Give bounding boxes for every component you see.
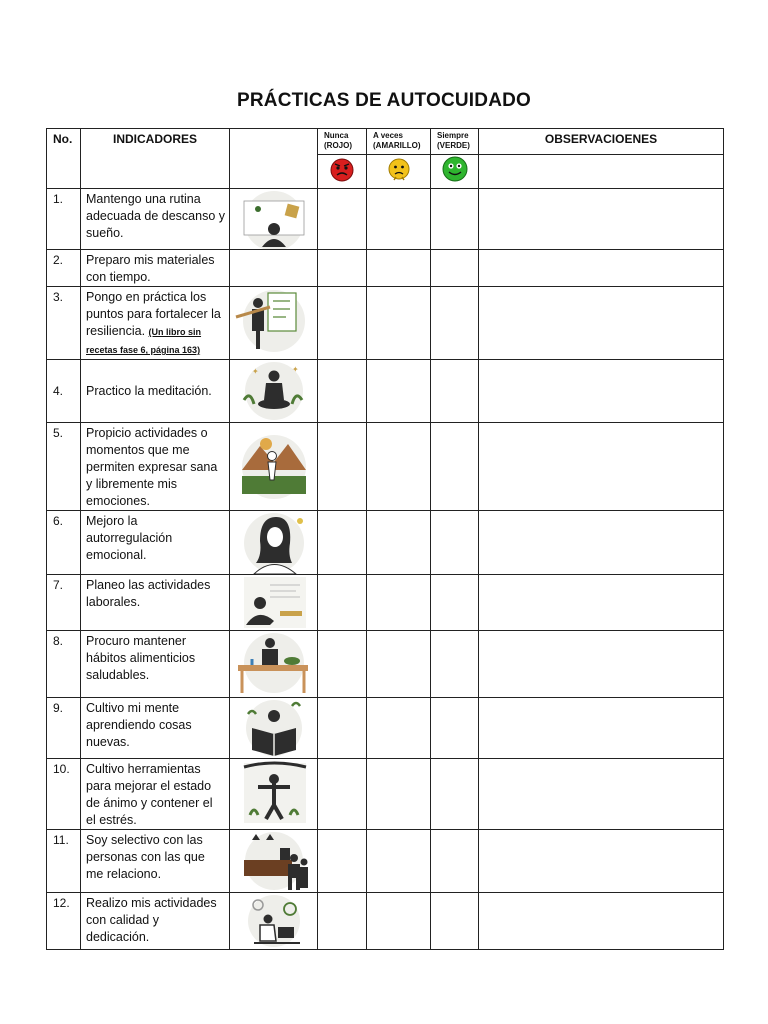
illustration-cell xyxy=(230,360,318,423)
illustration-cell xyxy=(230,631,318,698)
row-number: 4. xyxy=(47,360,81,423)
happy-face-icon xyxy=(441,155,469,183)
indicator-text: Procuro mantener hábitos alimenticios saludables. xyxy=(81,631,230,698)
page-title: PRÁCTICAS DE AUTOCUIDADO xyxy=(236,90,532,111)
row-number: 10. xyxy=(47,759,81,830)
nunca-cell[interactable] xyxy=(318,189,367,250)
illustration-cell xyxy=(230,423,318,511)
indicator-text: Planeo las actividades laborales. xyxy=(81,575,230,631)
nunca-cell[interactable] xyxy=(318,698,367,759)
table-row xyxy=(47,189,724,250)
nunca-cell[interactable] xyxy=(318,830,367,893)
observaciones-cell[interactable] xyxy=(479,830,724,893)
illustration-cell xyxy=(230,250,318,287)
observaciones-cell[interactable] xyxy=(479,759,724,830)
siempre-cell[interactable] xyxy=(431,631,479,698)
indicator-text: Cultivo herramientas para mejorar el estado de ánimo y contener el el estrés. xyxy=(81,759,230,830)
aveces-cell[interactable] xyxy=(367,287,431,360)
aveces-cell[interactable] xyxy=(367,698,431,759)
working-laptop-icon xyxy=(230,893,316,949)
observaciones-cell[interactable] xyxy=(479,423,724,511)
observaciones-cell[interactable] xyxy=(479,893,724,950)
header-nunca-color: (ROJO) xyxy=(324,141,352,150)
aveces-cell[interactable] xyxy=(367,830,431,893)
header-indicadores: INDICADORES xyxy=(81,129,230,189)
joyful-person-icon xyxy=(230,432,316,502)
table-row xyxy=(47,287,724,360)
indicator-text: Preparo mis materiales con tiempo. xyxy=(81,250,230,287)
indicator-cell xyxy=(81,287,230,360)
table-row xyxy=(47,511,724,575)
siempre-cell[interactable] xyxy=(431,287,479,360)
indicator-text: Mejoro la autorregulación emocional. xyxy=(81,511,230,575)
nunca-cell[interactable] xyxy=(318,423,367,511)
header-aveces-color: (AMARILLO) xyxy=(373,141,421,150)
indicator-text: Soy selectivo con las personas con las que me relaciono. xyxy=(81,830,230,893)
aveces-cell[interactable] xyxy=(367,759,431,830)
illustration-cell xyxy=(230,830,318,893)
row-number: 8. xyxy=(47,631,81,698)
illustration-cell xyxy=(230,759,318,830)
aveces-cell[interactable] xyxy=(367,423,431,511)
row-number: 12. xyxy=(47,893,81,950)
header-image-column xyxy=(230,129,318,189)
table-row xyxy=(47,631,724,698)
row-number: 11. xyxy=(47,830,81,893)
table-row xyxy=(47,575,724,631)
illustration-cell xyxy=(230,189,318,250)
aveces-cell[interactable] xyxy=(367,511,431,575)
siempre-cell[interactable] xyxy=(431,893,479,950)
presenter-board-icon xyxy=(230,287,316,354)
face-cell-nunca xyxy=(318,155,367,189)
siempre-cell[interactable] xyxy=(431,423,479,511)
aveces-cell[interactable] xyxy=(367,893,431,950)
aveces-cell[interactable] xyxy=(367,360,431,423)
table-row xyxy=(47,250,724,287)
planning-desk-icon xyxy=(230,575,316,630)
reading-book-icon xyxy=(230,698,316,758)
siempre-cell[interactable] xyxy=(431,830,479,893)
header-siempre-label: Siempre xyxy=(437,131,469,140)
row-number: 5. xyxy=(47,423,81,511)
row-number: 9. xyxy=(47,698,81,759)
indicator-text: Pongo en práctica los puntos para fortalecer la resiliencia. xyxy=(86,290,221,338)
indicator-text: Realizo mis actividades con calidad y dedicación. xyxy=(81,893,230,950)
siempre-cell[interactable] xyxy=(431,698,479,759)
yoga-pose-icon xyxy=(230,759,316,827)
nunca-cell[interactable] xyxy=(318,511,367,575)
table-row xyxy=(47,698,724,759)
aveces-cell[interactable] xyxy=(367,575,431,631)
self-care-table xyxy=(46,128,724,950)
thinking-woman-icon xyxy=(230,511,316,574)
observaciones-cell[interactable] xyxy=(479,698,724,759)
people-meeting-icon xyxy=(230,830,316,892)
indicator-text: Mantengo una rutina adecuada de descanso y sueño. xyxy=(81,189,230,250)
header-nunca-label: Nunca xyxy=(324,131,349,140)
aveces-cell[interactable] xyxy=(367,189,431,250)
header-aveces-label: A veces xyxy=(373,131,403,140)
table-row xyxy=(47,759,724,830)
nunca-cell[interactable] xyxy=(318,287,367,360)
observaciones-cell[interactable] xyxy=(479,250,724,287)
illustration-cell xyxy=(230,287,318,360)
face-cell-aveces xyxy=(367,155,431,189)
siempre-cell[interactable] xyxy=(431,575,479,631)
illustration-cell xyxy=(230,511,318,575)
illustration-cell xyxy=(230,698,318,759)
observaciones-cell[interactable] xyxy=(479,575,724,631)
indicator-text: Propicio actividades o momentos que me permiten expresar sana y libremente mis emociones. xyxy=(81,423,230,511)
illustration-cell xyxy=(230,575,318,631)
svg-text:✦: ✦ xyxy=(252,367,259,376)
aveces-cell[interactable] xyxy=(367,631,431,698)
book-reference: (Un libro sin recetas fase 6, página 163) xyxy=(86,327,202,355)
person-at-desk-icon xyxy=(230,189,316,249)
table-row xyxy=(47,423,724,511)
aveces-cell[interactable] xyxy=(367,250,431,287)
table-row xyxy=(47,893,724,950)
observaciones-cell[interactable] xyxy=(479,287,724,360)
healthy-meal-icon xyxy=(230,631,316,697)
nunca-cell[interactable] xyxy=(318,893,367,950)
siempre-cell[interactable] xyxy=(431,189,479,250)
header-observaciones: OBSERVACIOENES xyxy=(479,129,724,155)
nunca-cell[interactable] xyxy=(318,631,367,698)
observaciones-cell[interactable] xyxy=(479,631,724,698)
row-number: 2. xyxy=(47,250,81,287)
row-number: 3. xyxy=(47,287,81,360)
nunca-cell[interactable] xyxy=(318,759,367,830)
row-number: 7. xyxy=(47,575,81,631)
nunca-cell[interactable] xyxy=(318,250,367,287)
header-nunca xyxy=(318,129,367,155)
meditation-icon xyxy=(230,360,316,422)
indicator-text: Cultivo mi mente aprendiendo cosas nuevas. xyxy=(81,698,230,759)
siempre-cell[interactable] xyxy=(431,250,479,287)
siempre-cell[interactable] xyxy=(431,759,479,830)
observaciones-cell[interactable] xyxy=(479,511,724,575)
table-row xyxy=(47,830,724,893)
face-cell-siempre xyxy=(431,155,479,189)
observaciones-header-blank xyxy=(479,155,724,189)
svg-text:✦: ✦ xyxy=(292,365,299,374)
observaciones-cell[interactable] xyxy=(479,360,724,423)
header-aveces xyxy=(367,129,431,155)
siempre-cell[interactable] xyxy=(431,360,479,423)
table-row xyxy=(47,360,724,423)
header-no: No. xyxy=(47,129,81,189)
header-siempre xyxy=(431,129,479,155)
illustration-cell xyxy=(230,893,318,950)
worried-face-icon xyxy=(386,156,412,182)
header-siempre-color: (VERDE) xyxy=(437,141,470,150)
row-number: 1. xyxy=(47,189,81,250)
siempre-cell[interactable] xyxy=(431,511,479,575)
nunca-cell[interactable] xyxy=(318,360,367,423)
angry-face-icon xyxy=(329,156,355,182)
observaciones-cell[interactable] xyxy=(479,189,724,250)
indicator-text: Practico la meditación. xyxy=(81,360,230,423)
row-number: 6. xyxy=(47,511,81,575)
nunca-cell[interactable] xyxy=(318,575,367,631)
